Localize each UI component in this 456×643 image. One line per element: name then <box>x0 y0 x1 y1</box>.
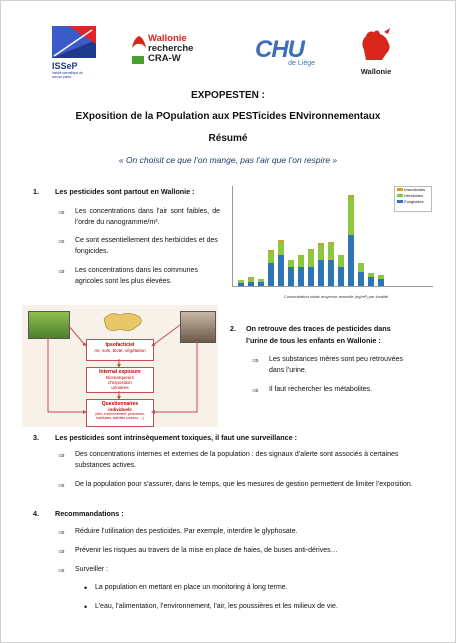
cra-leaf-icon <box>132 56 144 64</box>
legend-item-fongicides: Fongicides <box>397 199 431 205</box>
section3-heading <box>33 433 297 442</box>
diagram-box2-sub3: urinaires <box>111 385 129 390</box>
section1-heading <box>33 187 195 196</box>
chart-bar-insecticides-4 <box>268 250 275 251</box>
chart-bar-fongicides-8 <box>308 267 315 286</box>
chart-bar-fongicides-5 <box>278 255 285 286</box>
chart-bar-herbicides-12 <box>348 197 355 234</box>
chart-bar-herbicides-11 <box>338 256 345 267</box>
diagram-box3-sub2: (diet, environnement, personnes, habitudes, activités sources, ...) <box>95 412 145 420</box>
chart-bar-herbicides-5 <box>278 242 285 255</box>
wr-line2: recherche <box>148 43 194 54</box>
section4-subitem-1: La population en mettant en place un monitoring à long terme. <box>95 584 288 591</box>
exposure-diagram <box>22 305 218 427</box>
chart-bar-fongicides-12 <box>348 235 355 286</box>
chart-bar-fongicides-7 <box>298 267 305 286</box>
pesticide-chart <box>226 178 436 302</box>
section4-item-3: Surveiller : <box>75 566 109 573</box>
chart-bar-fongicides-1 <box>238 283 245 286</box>
section1-number: 1. <box>33 187 39 196</box>
section2-heading <box>230 324 391 333</box>
chu-name: CHU <box>255 36 304 63</box>
chart-bar-herbicides-2 <box>248 277 255 281</box>
doc-title: EXPOPESTEN : <box>191 90 265 101</box>
diagram-box2-sub1: Biomarqueurs <box>105 375 134 380</box>
chart-bar-herbicides-7 <box>298 256 305 267</box>
legend-item-herbicides: Herbicides <box>397 193 431 199</box>
issep-logo <box>52 26 96 79</box>
arrow-icon: ⇒ <box>58 547 65 556</box>
chart-bar-herbicides-14 <box>368 273 375 277</box>
arrow-icon: ⇒ <box>58 208 65 217</box>
chart-bar-herbicides-4 <box>268 252 275 263</box>
chart-bars <box>226 178 436 302</box>
chart-bar-fongicides-6 <box>288 267 295 286</box>
section3-item-1: Des concentrations internes et externes de la population : des signaux d’alerte sont associés à certaines substances actives. <box>75 451 399 469</box>
chart-bar-herbicides-3 <box>258 279 265 282</box>
section4-item-1: Réduire l’utilisation des pesticides. Par exemple, interdire le glyphosate. <box>75 528 298 535</box>
chart-bar-herbicides-6 <box>288 260 295 267</box>
chart-bar-insecticides-11 <box>338 255 345 256</box>
section1-item-3: Les concentrations dans les communes agricoles sont les plus élevées. <box>75 267 198 285</box>
chart-bar-insecticides-5 <box>278 240 285 241</box>
section4-heading <box>33 509 124 518</box>
chart-bar-fongicides-11 <box>338 267 345 286</box>
section4-number: 4. <box>33 509 39 518</box>
arrow-icon: ⇒ <box>58 481 65 490</box>
section4-subitem-2: L’eau, l’alimentation, l’environnement, l’air, les poussières et les milieux de vie. <box>95 603 338 610</box>
chart-bar-herbicides-10 <box>328 243 335 260</box>
chart-bar-herbicides-1 <box>238 280 245 283</box>
chart-bar-insecticides-7 <box>298 255 305 256</box>
section3-number: 3. <box>33 433 39 442</box>
arrow-icon: ⇒ <box>252 386 259 395</box>
wallonie-recherche-logo <box>130 34 200 74</box>
issep-sub: Institut scientifique de service public <box>52 71 83 79</box>
chart-bar-herbicides-15 <box>378 275 385 279</box>
wallonie-logo <box>356 26 396 76</box>
chart-bar-fongicides-14 <box>368 277 375 286</box>
chart-bar-fongicides-3 <box>258 282 265 286</box>
diagram-box3-sub: individuels <box>108 407 132 412</box>
section1-item-1: Les concentrations dans l’air sont faibles, de l’ordre du nanogramme/m³. <box>75 208 220 226</box>
chu-logo <box>255 38 321 72</box>
diagram-box1-sub: Air, sols, biote, végétation <box>94 348 146 353</box>
doc-quote: « On choisit ce que l’on mange, pas l’air que l’on respire » <box>118 155 338 165</box>
chart-bar-insecticides-9 <box>318 243 325 244</box>
section2-title-line2: l’urine de tous les enfants en Wallonie : <box>246 336 381 345</box>
section1-title: Les pesticides sont partout en Wallonie : <box>55 187 195 196</box>
section4-title: Recommandations : <box>55 509 124 518</box>
section2-number: 2. <box>230 324 236 333</box>
arrow-icon: ⇒ <box>252 356 259 365</box>
wr-line3: CRA-W <box>148 53 181 64</box>
chart-bar-insecticides-12 <box>348 195 355 198</box>
arrow-icon: ⇒ <box>58 267 65 276</box>
issep-name: ISSeP <box>52 61 78 71</box>
doc-resume: Résumé <box>208 133 248 144</box>
diagram-box3-title: Questionnaires <box>101 401 139 407</box>
rooster-icon <box>356 26 396 62</box>
wallonie-name: Wallonie <box>360 67 392 76</box>
section3-item-2: De la population pour s’assurer, dans le temps, que les mesures de gestion permettent de limiter l’exposition. <box>75 481 413 488</box>
arrow-icon: ⇒ <box>58 566 65 575</box>
section2-item-2: Il faut rechercher les métabolites. <box>269 386 373 393</box>
arrow-icon: ⇒ <box>58 237 65 246</box>
chart-bar-herbicides-13 <box>358 263 365 272</box>
chart-bar-fongicides-4 <box>268 263 275 286</box>
chart-bar-fongicides-10 <box>328 260 335 286</box>
diagram-box1-title: Ipsofacticiel <box>105 342 135 348</box>
section2-item-1: Les substances mères sont peu retrouvées dans l’urine. <box>269 356 403 374</box>
chart-bar-herbicides-9 <box>318 245 325 261</box>
chart-bar-fongicides-2 <box>248 282 255 286</box>
chart-bar-fongicides-15 <box>378 279 385 286</box>
wr-line1: Wallonie <box>148 33 187 44</box>
section1-item-2: Ce sont essentiellement des herbicides et des fongicides. <box>75 237 218 255</box>
section4-item-2: Prévenir les risques au travers de la mise en place de haies, de buses anti-dérives… <box>75 547 338 554</box>
arrow-icon: ⇒ <box>58 528 65 537</box>
chart-xlabel: Concentration totale moyenne annuelle (ng/m³) par localité <box>283 294 389 299</box>
bullet-icon: • <box>84 602 88 612</box>
chart-bar-insecticides-10 <box>328 242 335 243</box>
diagram-box2-sub2: d’exposition <box>108 380 132 385</box>
chart-bar-fongicides-9 <box>318 260 325 286</box>
chart-bar-herbicides-8 <box>308 250 315 267</box>
legend-item-insecticides: Insecticides <box>397 187 431 193</box>
section3-title: Les pesticides sont intrinsèquement toxiques, il faut une surveillance : <box>55 433 298 442</box>
chart-bar-insecticides-8 <box>308 249 315 250</box>
chart-bar-fongicides-13 <box>358 272 365 286</box>
bullet-icon: • <box>84 583 88 593</box>
diagram-box2-title: Internal exposure <box>99 369 141 375</box>
diagram-arrows <box>22 305 218 427</box>
section2-title-line1: On retrouve des traces de pesticides dans <box>246 324 391 333</box>
chu-sub: de Liège <box>288 60 315 67</box>
doc-subtitle: EXposition de la POpulation aux PESTicides ENvironnementaux <box>75 111 381 122</box>
arrow-icon: ⇒ <box>58 451 65 460</box>
